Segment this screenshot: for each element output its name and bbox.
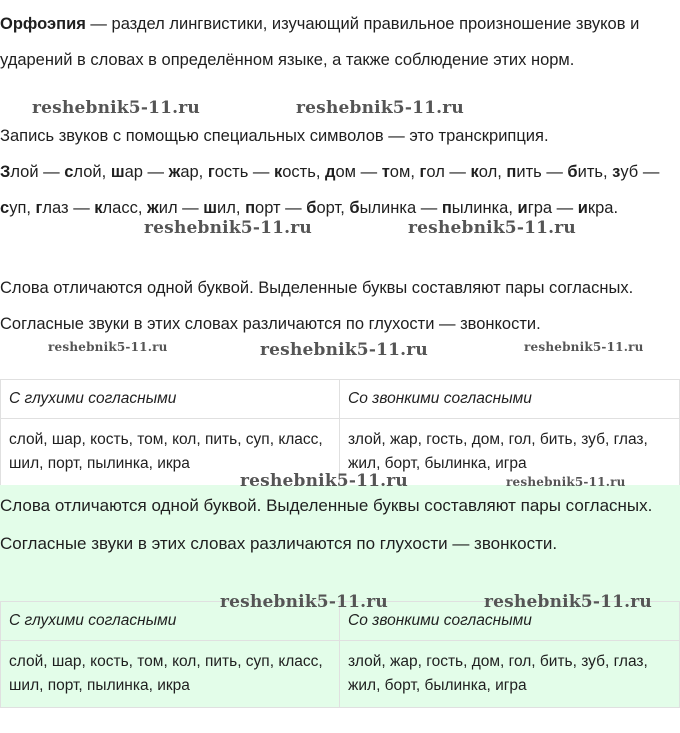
word-rest: ол bbox=[478, 163, 498, 181]
answer-explanation: Слова отличаются одной буквой. Выделенные буквы составляют пары согласных. Согласные звуки в этих словах различаются по глухости — звонкости. bbox=[0, 496, 653, 553]
word-rest: ить bbox=[516, 163, 542, 181]
watermark: reshebnik5-11.ru bbox=[408, 218, 576, 238]
word-rest: лой bbox=[73, 163, 102, 181]
word-pair: зуб — суп bbox=[0, 163, 660, 217]
watermark: reshebnik5-11.ru bbox=[484, 592, 652, 612]
table-header-row bbox=[1, 380, 680, 419]
term-orthoepy: Орфоэпия bbox=[0, 15, 86, 33]
word-rest: ар bbox=[124, 163, 143, 181]
highlighted-letter: г bbox=[419, 163, 427, 181]
answer-voiced-header: Со звонкими согласными bbox=[340, 602, 680, 641]
highlighted-letter: с bbox=[0, 199, 10, 217]
word-rest: ом bbox=[335, 163, 357, 181]
answer-voiceless-header: С глухими согласными bbox=[1, 602, 340, 641]
highlighted-letter: б bbox=[306, 199, 317, 217]
highlighted-letter: т bbox=[381, 163, 390, 181]
watermark: reshebnik5-11.ru bbox=[524, 340, 644, 354]
word-pair: гол — кол bbox=[419, 163, 498, 181]
highlighted-letter: п bbox=[506, 163, 517, 181]
watermark: reshebnik5-11.ru bbox=[144, 218, 312, 238]
answer-voiced-words: злой, жар, гость, дом, гол, бить, зуб, глаз, жил, борт, былинка, игра bbox=[340, 641, 680, 708]
word-rest: орт bbox=[255, 199, 281, 217]
watermark: reshebnik5-11.ru bbox=[48, 340, 168, 354]
word-rest: орт bbox=[316, 199, 341, 217]
word-pair: пить — бить bbox=[506, 163, 603, 181]
definition-paragraph bbox=[0, 6, 680, 78]
word-pair: шар — жар bbox=[110, 163, 199, 181]
voiceless-words: слой, шар, кость, том, кол, пить, суп, класс, шил, порт, пылинка, икра bbox=[1, 419, 340, 486]
word-rest: ласс bbox=[102, 199, 138, 217]
highlighted-letter: З bbox=[0, 163, 11, 181]
word-rest: ылинка bbox=[359, 199, 417, 217]
highlighted-letter: ж bbox=[147, 199, 159, 217]
word-rest: ил bbox=[158, 199, 178, 217]
watermark: reshebnik5-11.ru bbox=[32, 98, 200, 118]
word-rest: ом bbox=[389, 163, 411, 181]
word-rest: ить bbox=[577, 163, 603, 181]
voiceless-header: С глухими согласными bbox=[1, 380, 340, 419]
word-pair: порт — борт bbox=[245, 199, 341, 217]
word-rest: кра bbox=[587, 199, 614, 217]
highlighted-letter: п bbox=[245, 199, 256, 217]
highlighted-letter: п bbox=[441, 199, 452, 217]
voiced-words: злой, жар, гость, дом, гол, бить, зуб, глаз, жил, борт, былинка, игра bbox=[340, 419, 680, 486]
highlighted-letter: б bbox=[567, 163, 578, 181]
word-pairs: Злой — слой, шар — жар, гость — кость, дом — том, гол — кол, пить — бить, зуб — суп, глаз — класс, жил — шил, порт — борт, былинка — пылинка, игра — икра. bbox=[0, 163, 660, 217]
word-rest: лаз bbox=[42, 199, 69, 217]
watermark: reshebnik5-11.ru bbox=[260, 340, 428, 360]
definition-text: — раздел лингвистики, изучающий правильное произношение звуков и ударений в словах в определённом языке, а также соблюдение этих норм. bbox=[0, 15, 640, 69]
answer-voiceless-words: слой, шар, кость, том, кол, пить, суп, класс, шил, порт, пылинка, икра bbox=[1, 641, 340, 708]
highlighted-letter: г bbox=[35, 199, 43, 217]
word-rest: ол bbox=[426, 163, 445, 181]
word-pair: дом — том bbox=[325, 163, 411, 181]
watermark: reshebnik5-11.ru bbox=[506, 475, 626, 489]
answer-table bbox=[0, 601, 680, 708]
highlighted-letter: д bbox=[325, 163, 336, 181]
table-row bbox=[1, 641, 680, 708]
highlighted-letter: ш bbox=[110, 163, 125, 181]
highlighted-letter: ш bbox=[203, 199, 218, 217]
voiced-header: Со звонкими согласными bbox=[340, 380, 680, 419]
word-pair: Злой — слой bbox=[0, 163, 102, 181]
word-rest: лой bbox=[10, 163, 39, 181]
word-rest: ылинка bbox=[451, 199, 509, 217]
highlighted-letter: з bbox=[612, 163, 621, 181]
highlighted-letter: к bbox=[94, 199, 103, 217]
highlighted-letter: ж bbox=[168, 163, 181, 181]
explanation-text: Слова отличаются одной буквой. Выделенные буквы составляют пары согласных. Согласные звуки в этих словах различаются по глухости — звонкости. bbox=[0, 279, 634, 333]
word-pair: былинка — пылинка bbox=[349, 199, 509, 217]
word-pair: гость — кость bbox=[207, 163, 316, 181]
word-pair: жил — шил bbox=[147, 199, 236, 217]
highlighted-letter: б bbox=[349, 199, 360, 217]
highlighted-letter: с bbox=[64, 163, 74, 181]
highlighted-letter: и bbox=[517, 199, 528, 217]
word-pair: глаз — класс bbox=[35, 199, 138, 217]
consonants-table bbox=[0, 379, 680, 486]
word-rest: ил bbox=[217, 199, 236, 217]
word-rest: ость bbox=[214, 163, 249, 181]
watermark: reshebnik5-11.ru bbox=[296, 98, 464, 118]
word-rest: гра bbox=[527, 199, 553, 217]
word-rest: уб bbox=[620, 163, 639, 181]
transcription-sentence: Запись звуков с помощью специальных символов — это транскрипция. bbox=[0, 127, 549, 145]
word-rest: ар bbox=[180, 163, 199, 181]
highlighted-letter: к bbox=[470, 163, 479, 181]
word-rest: ость bbox=[282, 163, 316, 181]
highlighted-letter: г bbox=[207, 163, 215, 181]
watermark: reshebnik5-11.ru bbox=[240, 471, 408, 491]
word-pair: игра — икра bbox=[517, 199, 614, 217]
highlighted-letter: к bbox=[273, 163, 283, 181]
word-rest: уп bbox=[9, 199, 27, 217]
watermark: reshebnik5-11.ru bbox=[220, 592, 388, 612]
highlighted-letter: и bbox=[577, 199, 588, 217]
